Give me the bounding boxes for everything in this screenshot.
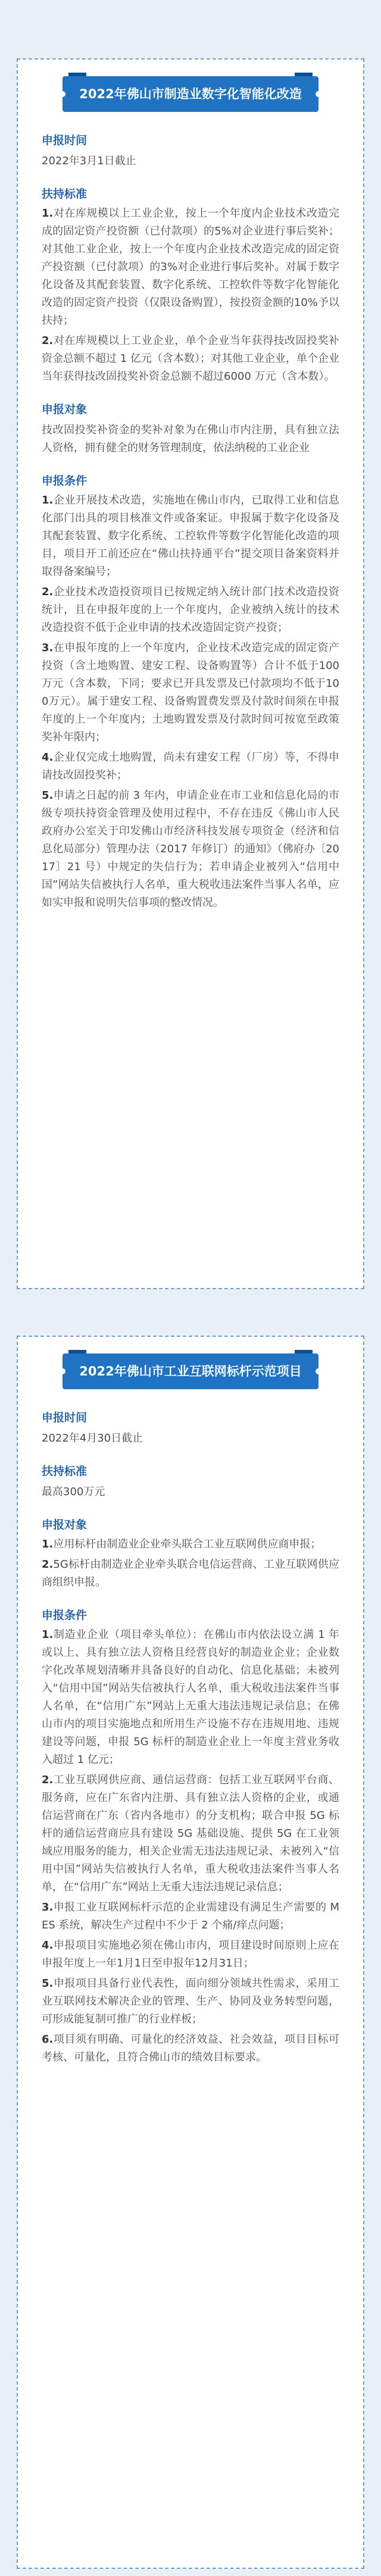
card-title: 2022年佛山市工业互联网标杆示范项目	[79, 1364, 302, 1378]
section-title-applicant: 申报对象	[42, 1518, 88, 1531]
card-title: 2022年佛山市制造业数字化智能化改造	[79, 87, 302, 101]
section-title-support-standard: 扶持标准	[42, 187, 88, 201]
section-title-support-standard: 扶持标准	[42, 1465, 88, 1478]
list-item: 6.项目须有明确、可量化的经济效益、社会效益，项目目标可考核、可量化，且符合佛山市的绩效目标要求。	[42, 2033, 339, 2064]
list-item: 1.企业开展技术改造，实施地在佛山市内，已取得工业和信息化部门出具的项目核准文件或备案证。申报属于数字化设备及其配套装置、数字化系统、工控软件等数字化智能化改造的项目，项目开工前还应在“佛山扶持通平台”提交项目备案资料并取得备案编号；	[42, 494, 339, 578]
list-item: 2.对在库规模以上工业企业，单个企业当年获得技改固投奖补资金总额不超过 1 亿元（含本数）；对其他工业企业，单个企业当年获得技改固投奖补资金总额不超过6000 万元（含本数）。	[42, 334, 339, 383]
card-content	[18, 1389, 363, 2067]
list-item: 1.对在库规模以上工业企业，按上一个年度内企业技术改造完成的固定资产投资额（已付款项）的5%对企业进行事后奖补；对其他工业企业，按上一个年度内企业技术改造完成的固定资产投资额（已付款项）的3%对企业进行事后奖补。对属于数字化设备及其配套装置、数字化系统、工控软件等数字化智能化改造的固定资产投资（仅限设备购置），按投资金额的10%予以扶持；	[42, 207, 339, 327]
card-banner	[63, 1353, 318, 1389]
section-title-applicant: 申报对象	[42, 403, 88, 416]
list-item: 4.企业仅完成土地购置，尚未有建安工程（厂房）等，不得申请技改固投奖补；	[42, 751, 339, 781]
banner-dot-icon	[316, 1368, 321, 1374]
section-title-application-time: 申报时间	[42, 134, 88, 147]
list-item: 2.工业互联网供应商、通信运营商：包括工业互联网平台商、服务商，应在广东省内注册、具有独立法人资格的企业，或通信运营商在广东（省内各地市）的分支机构；联合申报 5G 标杆的通信运营商应具有建设 5G 基础设施、提供 5G 在工业领域应用服务的能力，相关企业需无违法违规记录、未被列入“信用中国”网站失信被执行人名单，重大税收违法案件当事人名单，在“信用广东”网站上无重大违法违规记录信息；	[42, 1774, 339, 1893]
application-deadline: 2022年3月1日截止	[42, 155, 136, 167]
section-title-application-time: 申报时间	[42, 1411, 88, 1424]
policy-card-digital-transformation	[17, 58, 364, 1289]
list-item: 2.5G标杆由制造业企业牵头联合电信运营商、工业互联网供应商组织申报。	[42, 1558, 339, 1589]
list-item: 4.申报项目实施地必须在佛山市内，项目建设时间原则上应在申报年度上一年1月1日至申报年12月31日；	[42, 1939, 339, 1969]
section-title-conditions: 申报条件	[42, 1609, 88, 1622]
application-deadline: 2022年4月30日截止	[42, 1432, 143, 1445]
support-amount: 最高300万元	[42, 1486, 105, 1498]
section-title-conditions: 申报条件	[42, 474, 88, 487]
card-content	[18, 112, 363, 912]
list-item: 1.制造业企业（项目牵头单位）：在佛山市内依法设立满 1 年或以上、具有独立法人资格且经营良好的制造业企业；企业数字化改革规划清晰并具备良好的自动化、信息化基础；未被列入“信用中国”网站失信被执行人名单，重大税收违法案件当事人名单，在“信用广东”网站上无重大违法违规记录信息；在佛山市内的项目实施地点和所用生产设施不存在违规用地、违规建设等问题，申报 5G 标杆的制造业企业上一年度主营业务收入超过 1 亿元；	[42, 1628, 339, 1766]
banner-dot-icon	[316, 91, 321, 97]
list-item: 5.申报项目具备行业代表性，面向细分领域共性需求，采用工业互联网技术解决企业的管理、生产、协同及业务转型问题，可形成能复制可推广的行业样板；	[42, 1977, 339, 2025]
list-item: 3.申报工业互联网标杆示范的企业需建设有满足生产需要的 MES 系统，解决生产过程中不少于 2 个痛/痒点问题；	[42, 1901, 339, 1931]
policy-card-industrial-internet	[17, 1336, 364, 2569]
banner-dot-icon	[60, 91, 65, 97]
list-item: 1.应用标杆由制造业企业牵头联合工业互联网供应商申报；	[42, 1538, 321, 1550]
list-item: 5.申请之日起的前 3 年内，申请企业在市工业和信息化局的市级专项扶持资金管理及使用过程中，不存在违反《佛山市人民政府办公室关于印发佛山市经济科技发展专项资金（经济和信息化局部分）管理办法（2017 年修订）的通知》（佛府办〔2017〕21 号）中规定的失信行为；若申请企业被列入“信用中国”网站失信被执行人名单，重大税收违法案件当事人名单，应如实申报和说明失信事项的整改情况。	[42, 789, 339, 909]
banner-dot-icon	[60, 1368, 65, 1374]
list-item: 3.在申报年度的上一个年度内，企业技术改造完成的固定资产投资（含土地购置、建安工程、设备购置等）合计不低于100 万元（含本数，下同；要求已开具发票及已付款项均不低于100万元）。属于建安工程、设备购置费发票及付款时间须在申报年度的上一个年度内；土地购置发票及付款时间可按宽至政策奖补年限内；	[42, 642, 339, 743]
card-banner	[63, 76, 318, 112]
list-item: 2.企业技术改造投资项目已按规定纳入统计部门技术改造投资统计，且在申报年度的上一个年度内，企业被纳入统计的技术改造投资不低于企业申请的技术改造固定资产投资；	[42, 586, 339, 634]
applicant-description: 技改固投奖补资金的奖补对象为在佛山市内注册，具有独立法人资格，拥有健全的财务管理制度，依法纳税的工业企业	[42, 424, 339, 454]
